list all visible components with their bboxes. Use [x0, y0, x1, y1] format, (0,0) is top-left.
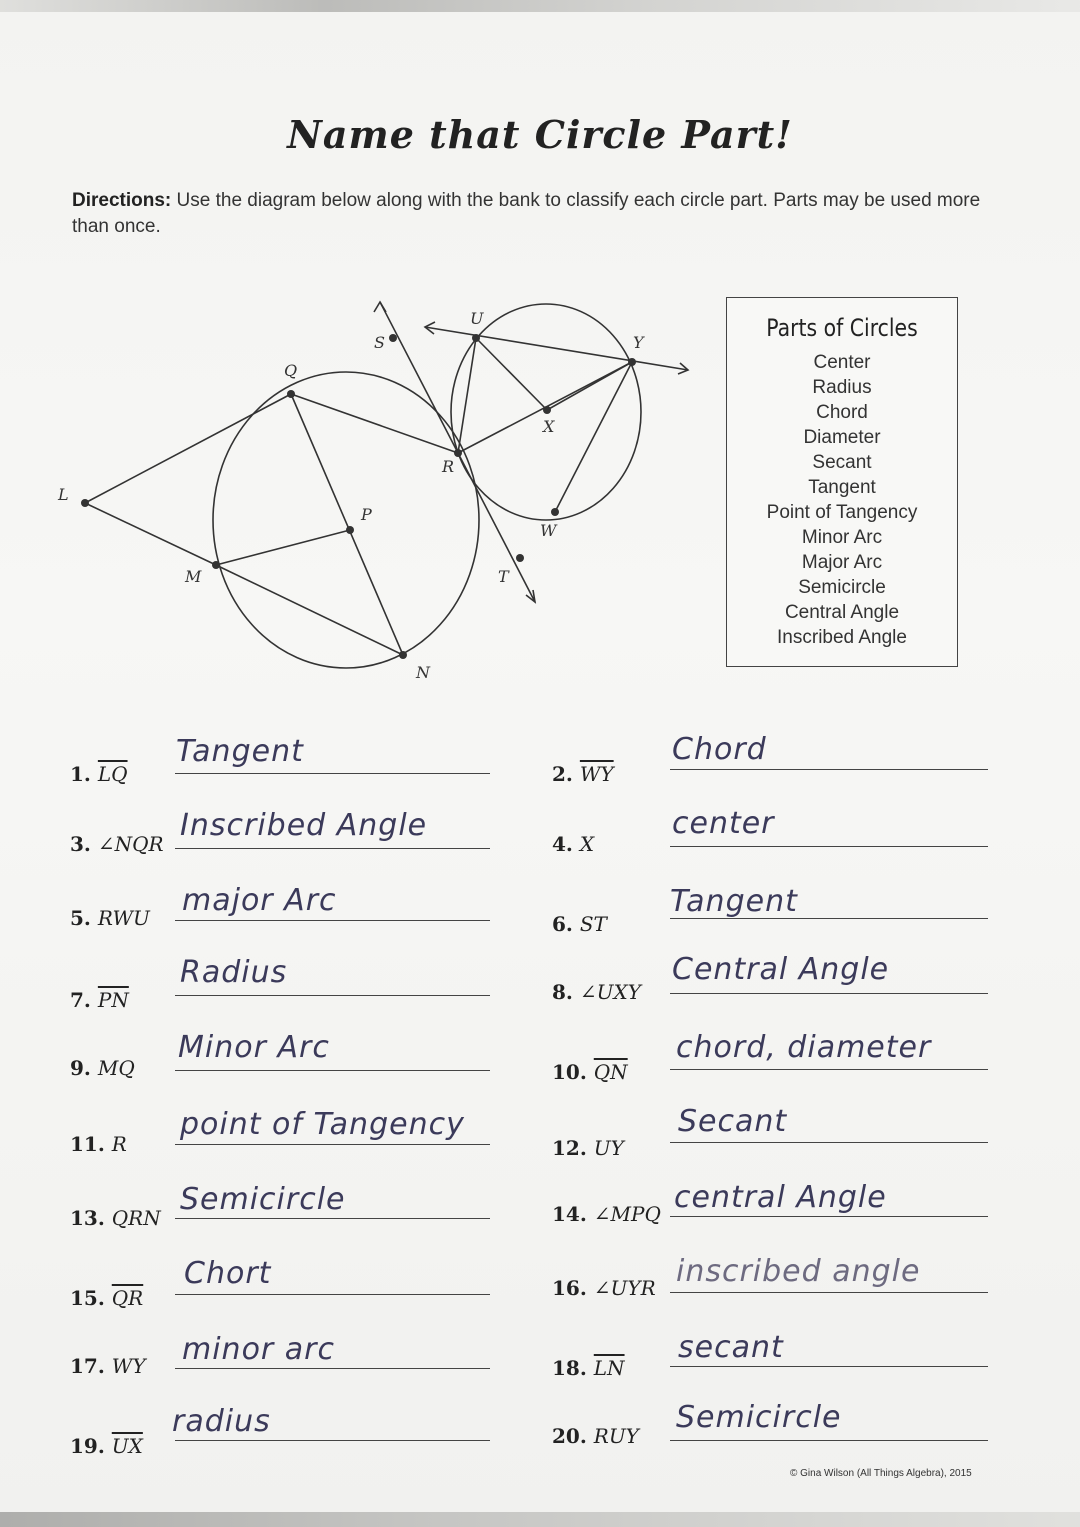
answer-line-12 — [670, 1142, 988, 1143]
question-num-1: 1. $\overline{LQ}$ — [70, 762, 128, 786]
directions-label: Directions: — [72, 190, 172, 211]
bank-item: Radius — [812, 377, 872, 398]
segment-mn — [216, 565, 403, 655]
question-num-15: 15. $\overline{QR}$ — [70, 1286, 144, 1310]
question-num-13: 13. QRN — [70, 1206, 161, 1230]
label-m: M — [185, 567, 202, 586]
segment-qn — [291, 394, 403, 655]
answer-line-3 — [175, 848, 490, 849]
directions-text: Use the diagram below along with the bank to classify each circle part. Parts may be used more than once. — [72, 190, 981, 237]
label-n: N — [416, 663, 430, 682]
question-num-12: 12. UY — [552, 1136, 624, 1160]
answer-line-19 — [175, 1440, 490, 1441]
answer-7: Radius — [180, 955, 288, 990]
bank-item: Point of Tangency — [766, 502, 918, 523]
answer-18: secant — [678, 1330, 784, 1365]
answer-line-5 — [175, 920, 490, 921]
question-num-7: 7. $\overline{PN}$ — [70, 988, 129, 1012]
question-num-14: 14. ∠MPQ — [552, 1202, 661, 1226]
answer-line-17 — [175, 1368, 490, 1369]
question-num-10: 10. $\overline{QN}$ — [552, 1060, 628, 1084]
label-r: R — [442, 457, 455, 476]
question-num-20: 20. RUY — [552, 1424, 639, 1448]
line-uy — [425, 327, 688, 370]
label-q: Q — [284, 361, 298, 380]
answer-13: Semicircle — [180, 1182, 346, 1217]
answer-4: center — [672, 806, 775, 841]
bank-item: Semicircle — [798, 577, 886, 598]
directions — [72, 188, 992, 240]
answer-line-16 — [670, 1292, 988, 1293]
answer-10: chord, diameter — [676, 1030, 932, 1065]
answer-line-9 — [175, 1070, 490, 1071]
label-x: X — [543, 417, 555, 436]
answer-line-8 — [670, 993, 988, 994]
page-top-edge — [0, 0, 1080, 12]
answer-line-11 — [175, 1144, 490, 1145]
bank-item: Secant — [812, 452, 872, 473]
label-w: W — [540, 521, 557, 540]
segment-lq — [85, 394, 291, 503]
answer-17: minor arc — [182, 1332, 336, 1367]
copyright-credit: © Gina Wilson (All Things Algebra), 2015 — [790, 1468, 972, 1479]
bank-item: Central Angle — [784, 602, 900, 623]
answer-2: Chord — [672, 732, 767, 767]
answer-8: Central Angle — [672, 952, 890, 987]
answer-line-18 — [670, 1366, 988, 1367]
bank-item: Major Arc — [801, 552, 883, 573]
segment-lm — [85, 503, 216, 565]
question-num-3: 3. ∠NQR — [70, 832, 164, 856]
label-u: U — [470, 309, 484, 328]
circle-diagram — [40, 290, 720, 690]
answer-line-10 — [670, 1069, 988, 1070]
answer-16: inscribed angle — [676, 1254, 921, 1289]
answer-15: Chort — [184, 1256, 272, 1291]
question-num-2: 2. $\overline{WY}$ — [552, 762, 614, 786]
answer-14: central Angle — [674, 1180, 887, 1215]
answer-12: Secant — [678, 1104, 788, 1139]
bank-item: Chord — [816, 402, 868, 423]
bank-item: Inscribed Angle — [777, 627, 907, 648]
answer-20: Semicircle — [676, 1400, 842, 1435]
answer-1: Tangent — [176, 734, 304, 769]
label-s: S — [374, 333, 385, 352]
page-title: Name that Circle Part! — [287, 112, 793, 157]
question-num-17: 17. WY — [70, 1354, 146, 1378]
bank-item: Diameter — [803, 427, 881, 448]
question-num-5: 5. RWU — [70, 906, 150, 930]
question-num-16: 16. ∠UYR — [552, 1276, 656, 1300]
answer-6: Tangent — [670, 884, 798, 919]
label-t: T — [498, 567, 509, 586]
answer-line-13 — [175, 1218, 490, 1219]
question-num-18: 18. $\overline{LN}$ — [552, 1356, 625, 1380]
answer-3: Inscribed Angle — [180, 808, 428, 843]
answer-line-15 — [175, 1294, 490, 1295]
page-bottom-edge — [0, 1512, 1080, 1527]
bank-title: Parts of Circles — [766, 314, 918, 342]
answer-line-14 — [670, 1216, 988, 1217]
question-num-6: 6. ST — [552, 912, 607, 936]
question-num-19: 19. $\overline{UX}$ — [70, 1434, 143, 1458]
bank-item: Center — [813, 352, 871, 373]
answer-line-1 — [175, 773, 490, 774]
label-p: P — [361, 505, 372, 524]
answer-19: radius — [172, 1404, 271, 1439]
question-num-11: 11. R — [70, 1132, 127, 1156]
label-l: L — [58, 485, 69, 504]
bank-item: Minor Arc — [801, 527, 883, 548]
question-num-9: 9. MQ — [70, 1056, 135, 1080]
label-y: Y — [633, 333, 644, 352]
parts-bank — [726, 297, 958, 667]
question-num-4: 4. X — [552, 832, 595, 856]
answer-11: point of Tangency — [180, 1107, 465, 1142]
answer-line-4 — [670, 846, 988, 847]
segment-ur — [458, 338, 476, 453]
answer-9: Minor Arc — [178, 1030, 330, 1065]
bank-item: Tangent — [808, 477, 876, 498]
segment-mp — [216, 530, 350, 565]
answer-line-6 — [670, 918, 988, 919]
segment-ux — [476, 338, 547, 410]
answer-line-2 — [670, 769, 988, 770]
answer-5: major Arc — [182, 883, 337, 918]
question-num-8: 8. ∠UXY — [552, 980, 641, 1004]
answer-line-7 — [175, 995, 490, 996]
answer-line-20 — [670, 1440, 988, 1441]
